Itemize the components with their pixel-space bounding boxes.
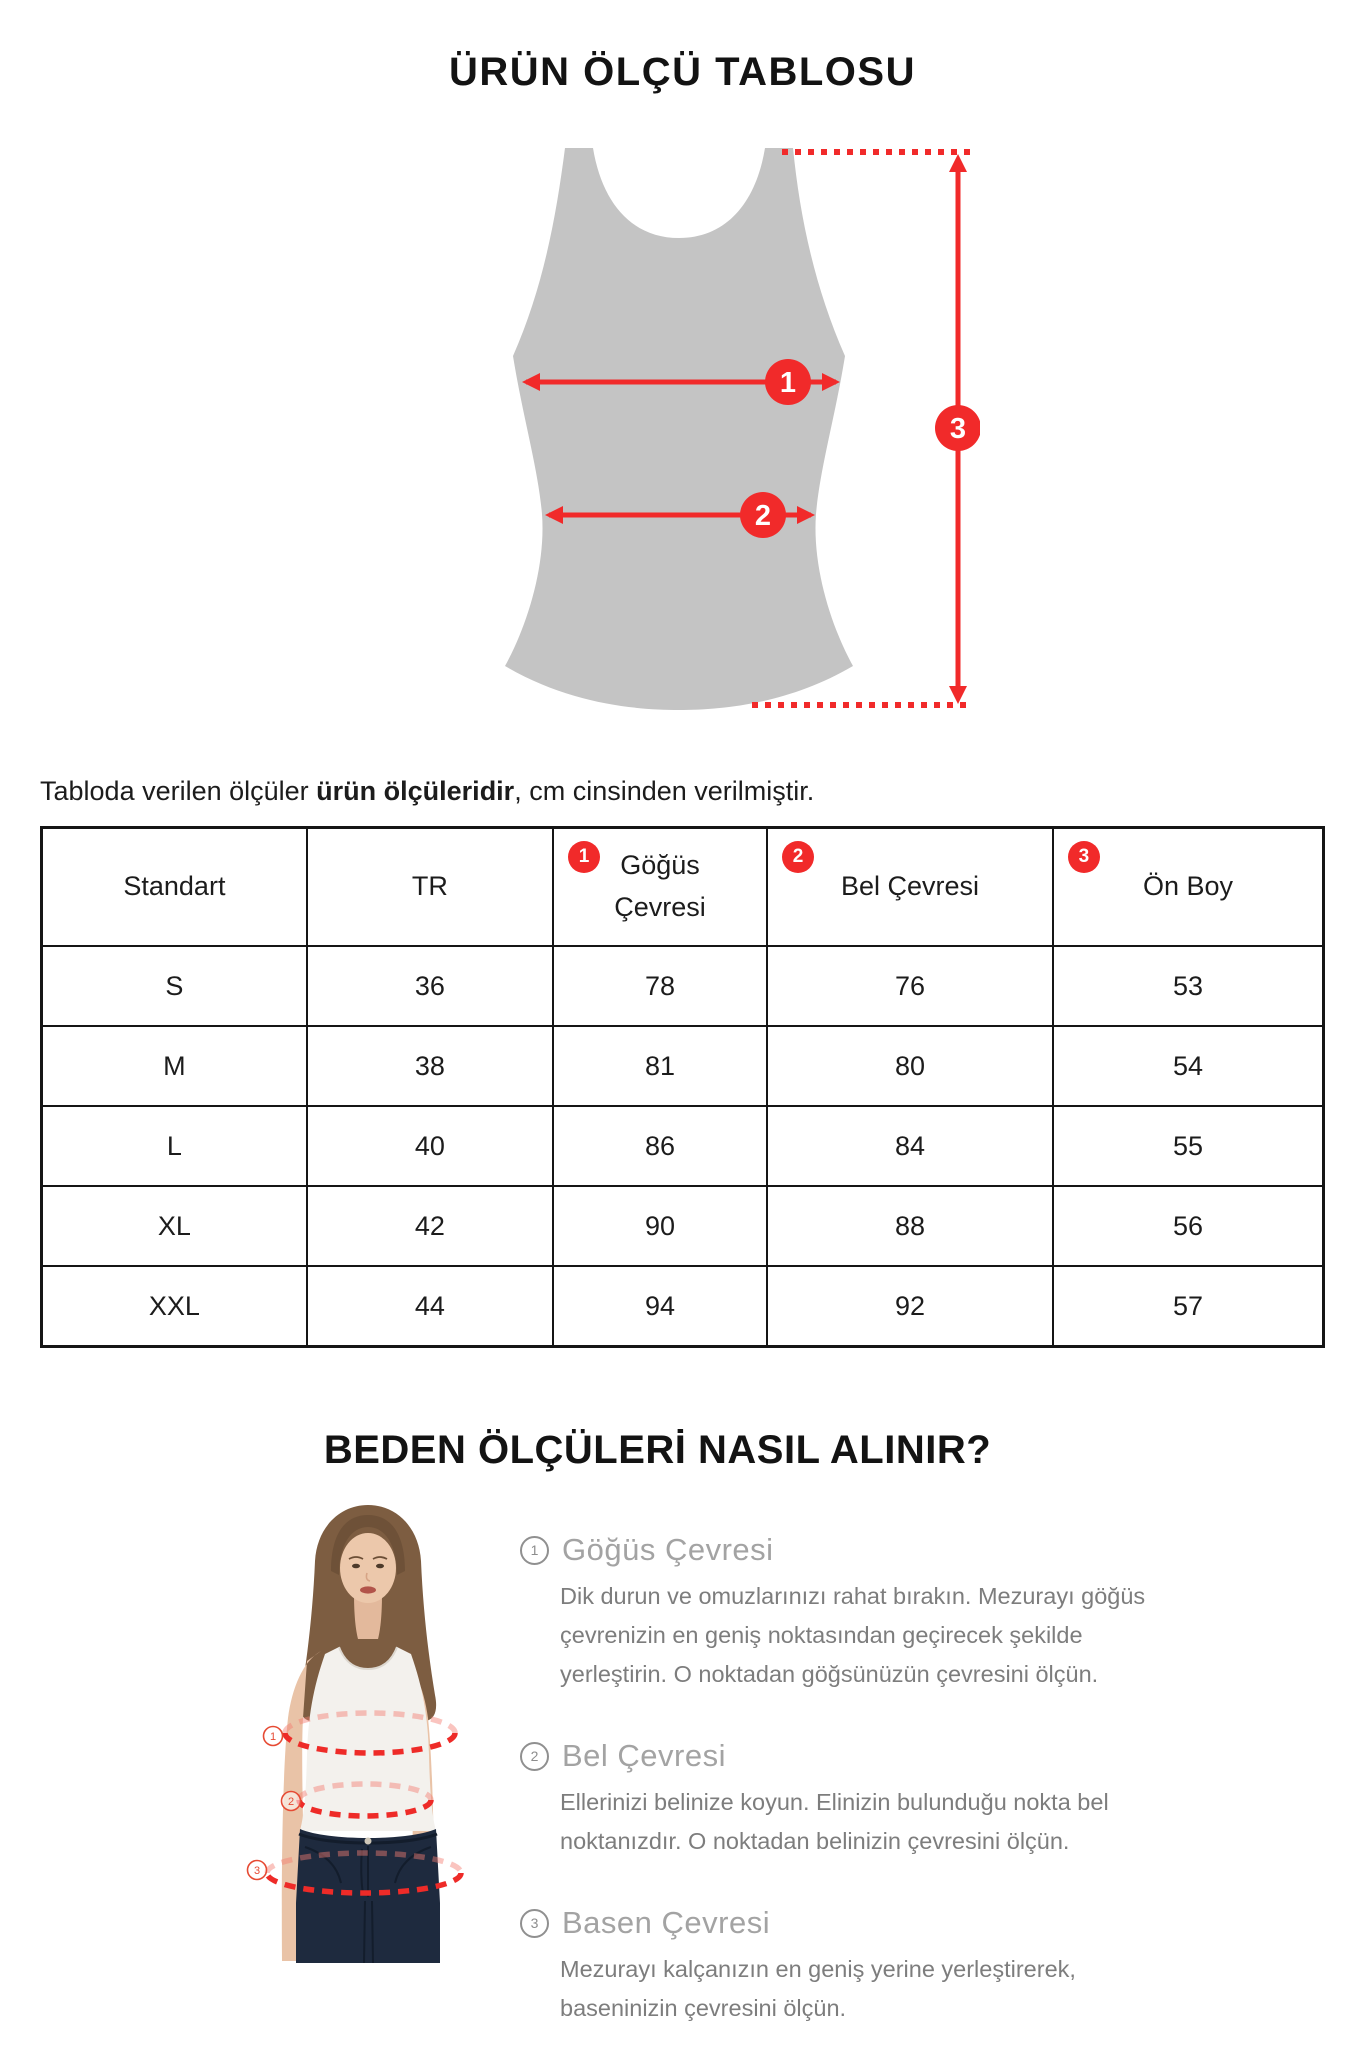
table-cell: 57 bbox=[1053, 1266, 1324, 1347]
table-cell: 38 bbox=[307, 1026, 553, 1106]
model-photo bbox=[243, 1503, 475, 1965]
table-cell: 36 bbox=[307, 946, 553, 1026]
table-header-label: Göğüs Çevresi bbox=[614, 850, 706, 922]
table-row bbox=[42, 1186, 1324, 1266]
step-3-title: Basen Çevresi bbox=[562, 1905, 771, 1940]
table-cell: 44 bbox=[307, 1266, 553, 1347]
table-cell: M bbox=[42, 1026, 307, 1106]
table-header-cell bbox=[42, 828, 307, 947]
table-cell: 78 bbox=[553, 946, 767, 1026]
table-cell: S bbox=[42, 946, 307, 1026]
tank-top-silhouette bbox=[505, 148, 853, 710]
table-cell: 88 bbox=[767, 1186, 1053, 1266]
table-header-cell bbox=[553, 828, 767, 947]
table-header-cell bbox=[1053, 828, 1324, 947]
model-tank-top bbox=[300, 1647, 436, 1831]
table-cell: 84 bbox=[767, 1106, 1053, 1186]
measurement-instructions bbox=[520, 1532, 1165, 2048]
table-row bbox=[42, 1026, 1324, 1106]
table-cell: 54 bbox=[1053, 1026, 1324, 1106]
table-header-marker: 3 bbox=[1068, 841, 1100, 873]
table-cell: 56 bbox=[1053, 1186, 1324, 1266]
table-header-cell bbox=[307, 828, 553, 947]
step-hip bbox=[520, 1905, 1165, 2028]
front-length-measure-arrow bbox=[935, 154, 980, 704]
step-1-text: Dik durun ve omuzlarınızı rahat bırakın. Mezurayı göğüs çevrenizin en geniş noktasından geçirecek şekilde yerleştirin. O noktadan göğsünüzün çevresini ölçün. bbox=[560, 1583, 1146, 1687]
table-cell: 53 bbox=[1053, 946, 1324, 1026]
size-table bbox=[40, 826, 1325, 1348]
photo-marker-2 bbox=[282, 1792, 301, 1811]
table-cell: 80 bbox=[767, 1026, 1053, 1106]
table-intro-text bbox=[40, 776, 814, 807]
page-title: ÜRÜN ÖLÇÜ TABLOSU bbox=[449, 50, 916, 94]
table-header-label: TR bbox=[411, 871, 448, 902]
table-cell: L bbox=[42, 1106, 307, 1186]
step-2-number-icon: 2 bbox=[520, 1742, 549, 1771]
table-cell: 86 bbox=[553, 1106, 767, 1186]
photo-marker-3 bbox=[248, 1861, 267, 1880]
table-cell: XL bbox=[42, 1186, 307, 1266]
svg-text:1: 1 bbox=[269, 1731, 277, 1743]
table-cell: 42 bbox=[307, 1186, 553, 1266]
table-header-label: Ön Boy bbox=[1142, 871, 1233, 902]
model-jeans bbox=[296, 1829, 440, 1963]
table-cell: 76 bbox=[767, 946, 1053, 1026]
step-1-number-icon: 1 bbox=[520, 1536, 549, 1565]
step-2-text: Ellerinizi belinize koyun. Elinizin bulunduğu nokta bel noktanızdır. O noktadan belinizin çevresini ölçün. bbox=[560, 1789, 1109, 1854]
table-cell: XXL bbox=[42, 1266, 307, 1347]
table-header-label: Standart bbox=[123, 871, 226, 902]
step-3-number-icon: 3 bbox=[520, 1909, 549, 1938]
step-2-title: Bel Çevresi bbox=[562, 1738, 726, 1773]
intro-suffix: , cm cinsinden verilmiştir. bbox=[514, 776, 815, 806]
table-row bbox=[42, 1266, 1324, 1347]
photo-marker-1 bbox=[264, 1727, 283, 1746]
how-to-heading: BEDEN ÖLÇÜLERİ NASIL ALINIR? bbox=[323, 1428, 992, 1472]
intro-bold: ürün ölçüleridir bbox=[316, 776, 515, 806]
chest-marker-label: 1 bbox=[779, 367, 797, 399]
step-chest bbox=[520, 1532, 1165, 1694]
table-header-row bbox=[42, 828, 1324, 947]
intro-prefix: Tabloda verilen ölçüler bbox=[40, 776, 317, 806]
front-length-marker-label: 3 bbox=[949, 413, 967, 445]
step-waist bbox=[520, 1738, 1165, 1861]
table-cell: 90 bbox=[553, 1186, 767, 1266]
table-header-label: Bel Çevresi bbox=[841, 871, 980, 902]
table-row bbox=[42, 1106, 1324, 1186]
svg-text:2: 2 bbox=[287, 1796, 295, 1808]
step-1-title: Göğüs Çevresi bbox=[562, 1532, 774, 1567]
table-cell: 92 bbox=[767, 1266, 1053, 1347]
table-header-marker: 2 bbox=[782, 841, 814, 873]
table-cell: 94 bbox=[553, 1266, 767, 1347]
table-cell: 55 bbox=[1053, 1106, 1324, 1186]
size-table-header bbox=[42, 828, 1324, 947]
table-row bbox=[42, 946, 1324, 1026]
table-cell: 40 bbox=[307, 1106, 553, 1186]
step-3-text: Mezurayı kalçanızın en geniş yerine yerleştirerek, baseninizin çevresini ölçün. bbox=[560, 1956, 1076, 2021]
tank-top-measurement-diagram bbox=[460, 118, 980, 738]
table-header-marker: 1 bbox=[568, 841, 600, 873]
table-cell: 81 bbox=[553, 1026, 767, 1106]
waist-marker-label: 2 bbox=[754, 500, 772, 532]
size-table-body bbox=[42, 946, 1324, 1347]
table-header-cell bbox=[767, 828, 1053, 947]
svg-text:3: 3 bbox=[253, 1865, 261, 1877]
